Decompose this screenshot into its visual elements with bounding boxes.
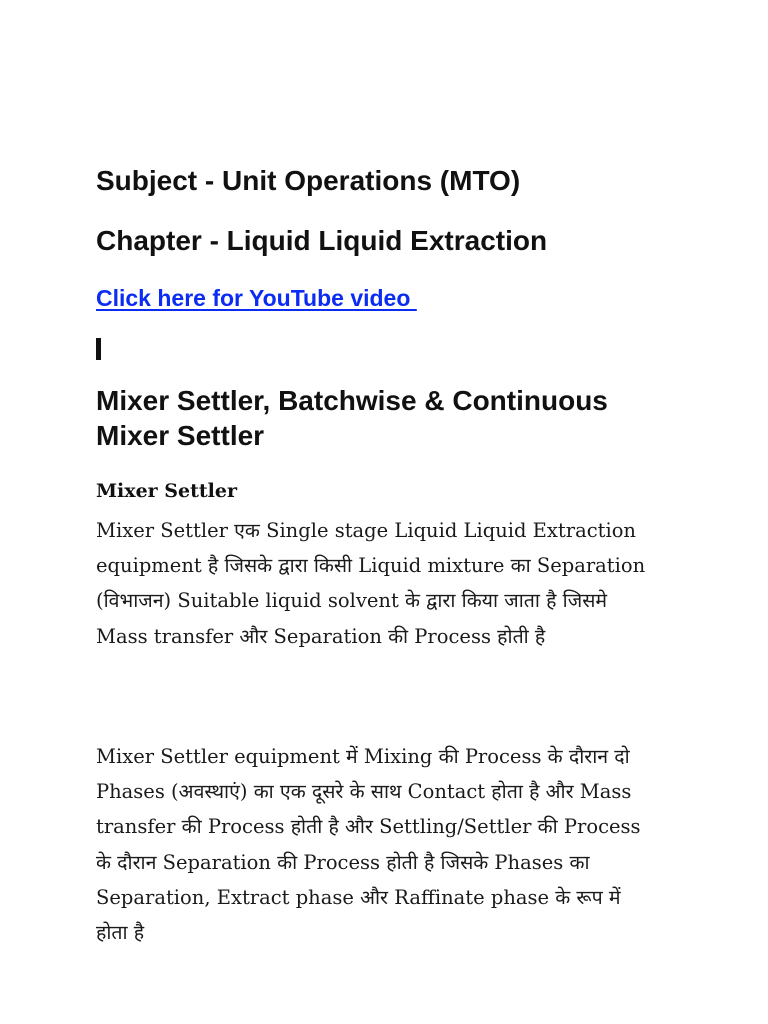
chapter-heading: Chapter - Liquid Liquid Extraction (96, 225, 548, 256)
paragraph-1: Mixer Settler एक Single stage Liquid Liquid Extraction equipment है जिसके द्वारा किसी Liquid mixture का Separation (विभाजन) Suitable liquid solvent के द्वारा किया जाता है जिसमे Mass transfer और Separation की Process होती है (96, 519, 646, 648)
youtube-video-link[interactable]: Click here for YouTube video (96, 285, 417, 311)
text-cursor-marker (96, 338, 101, 360)
paragraph-2: Mixer Settler equipment में Mixing की Process के दौरान दो Phases (अवस्थाएं) का एक दूसरे के साथ Contact होता है और Mass transfer की Process होती है और Settling/Settler की Process के दौरान Separation की Process होती है जिसके Phases का Separation, Extract phase और Raffinate phase के रूप में होता है (96, 745, 641, 945)
section-title: Mixer Settler, Batchwise & Continuous Mixer Settler (96, 385, 608, 451)
sub-title: Mixer Settler (96, 480, 237, 502)
subject-heading: Subject - Unit Operations (MTO) (96, 165, 521, 196)
